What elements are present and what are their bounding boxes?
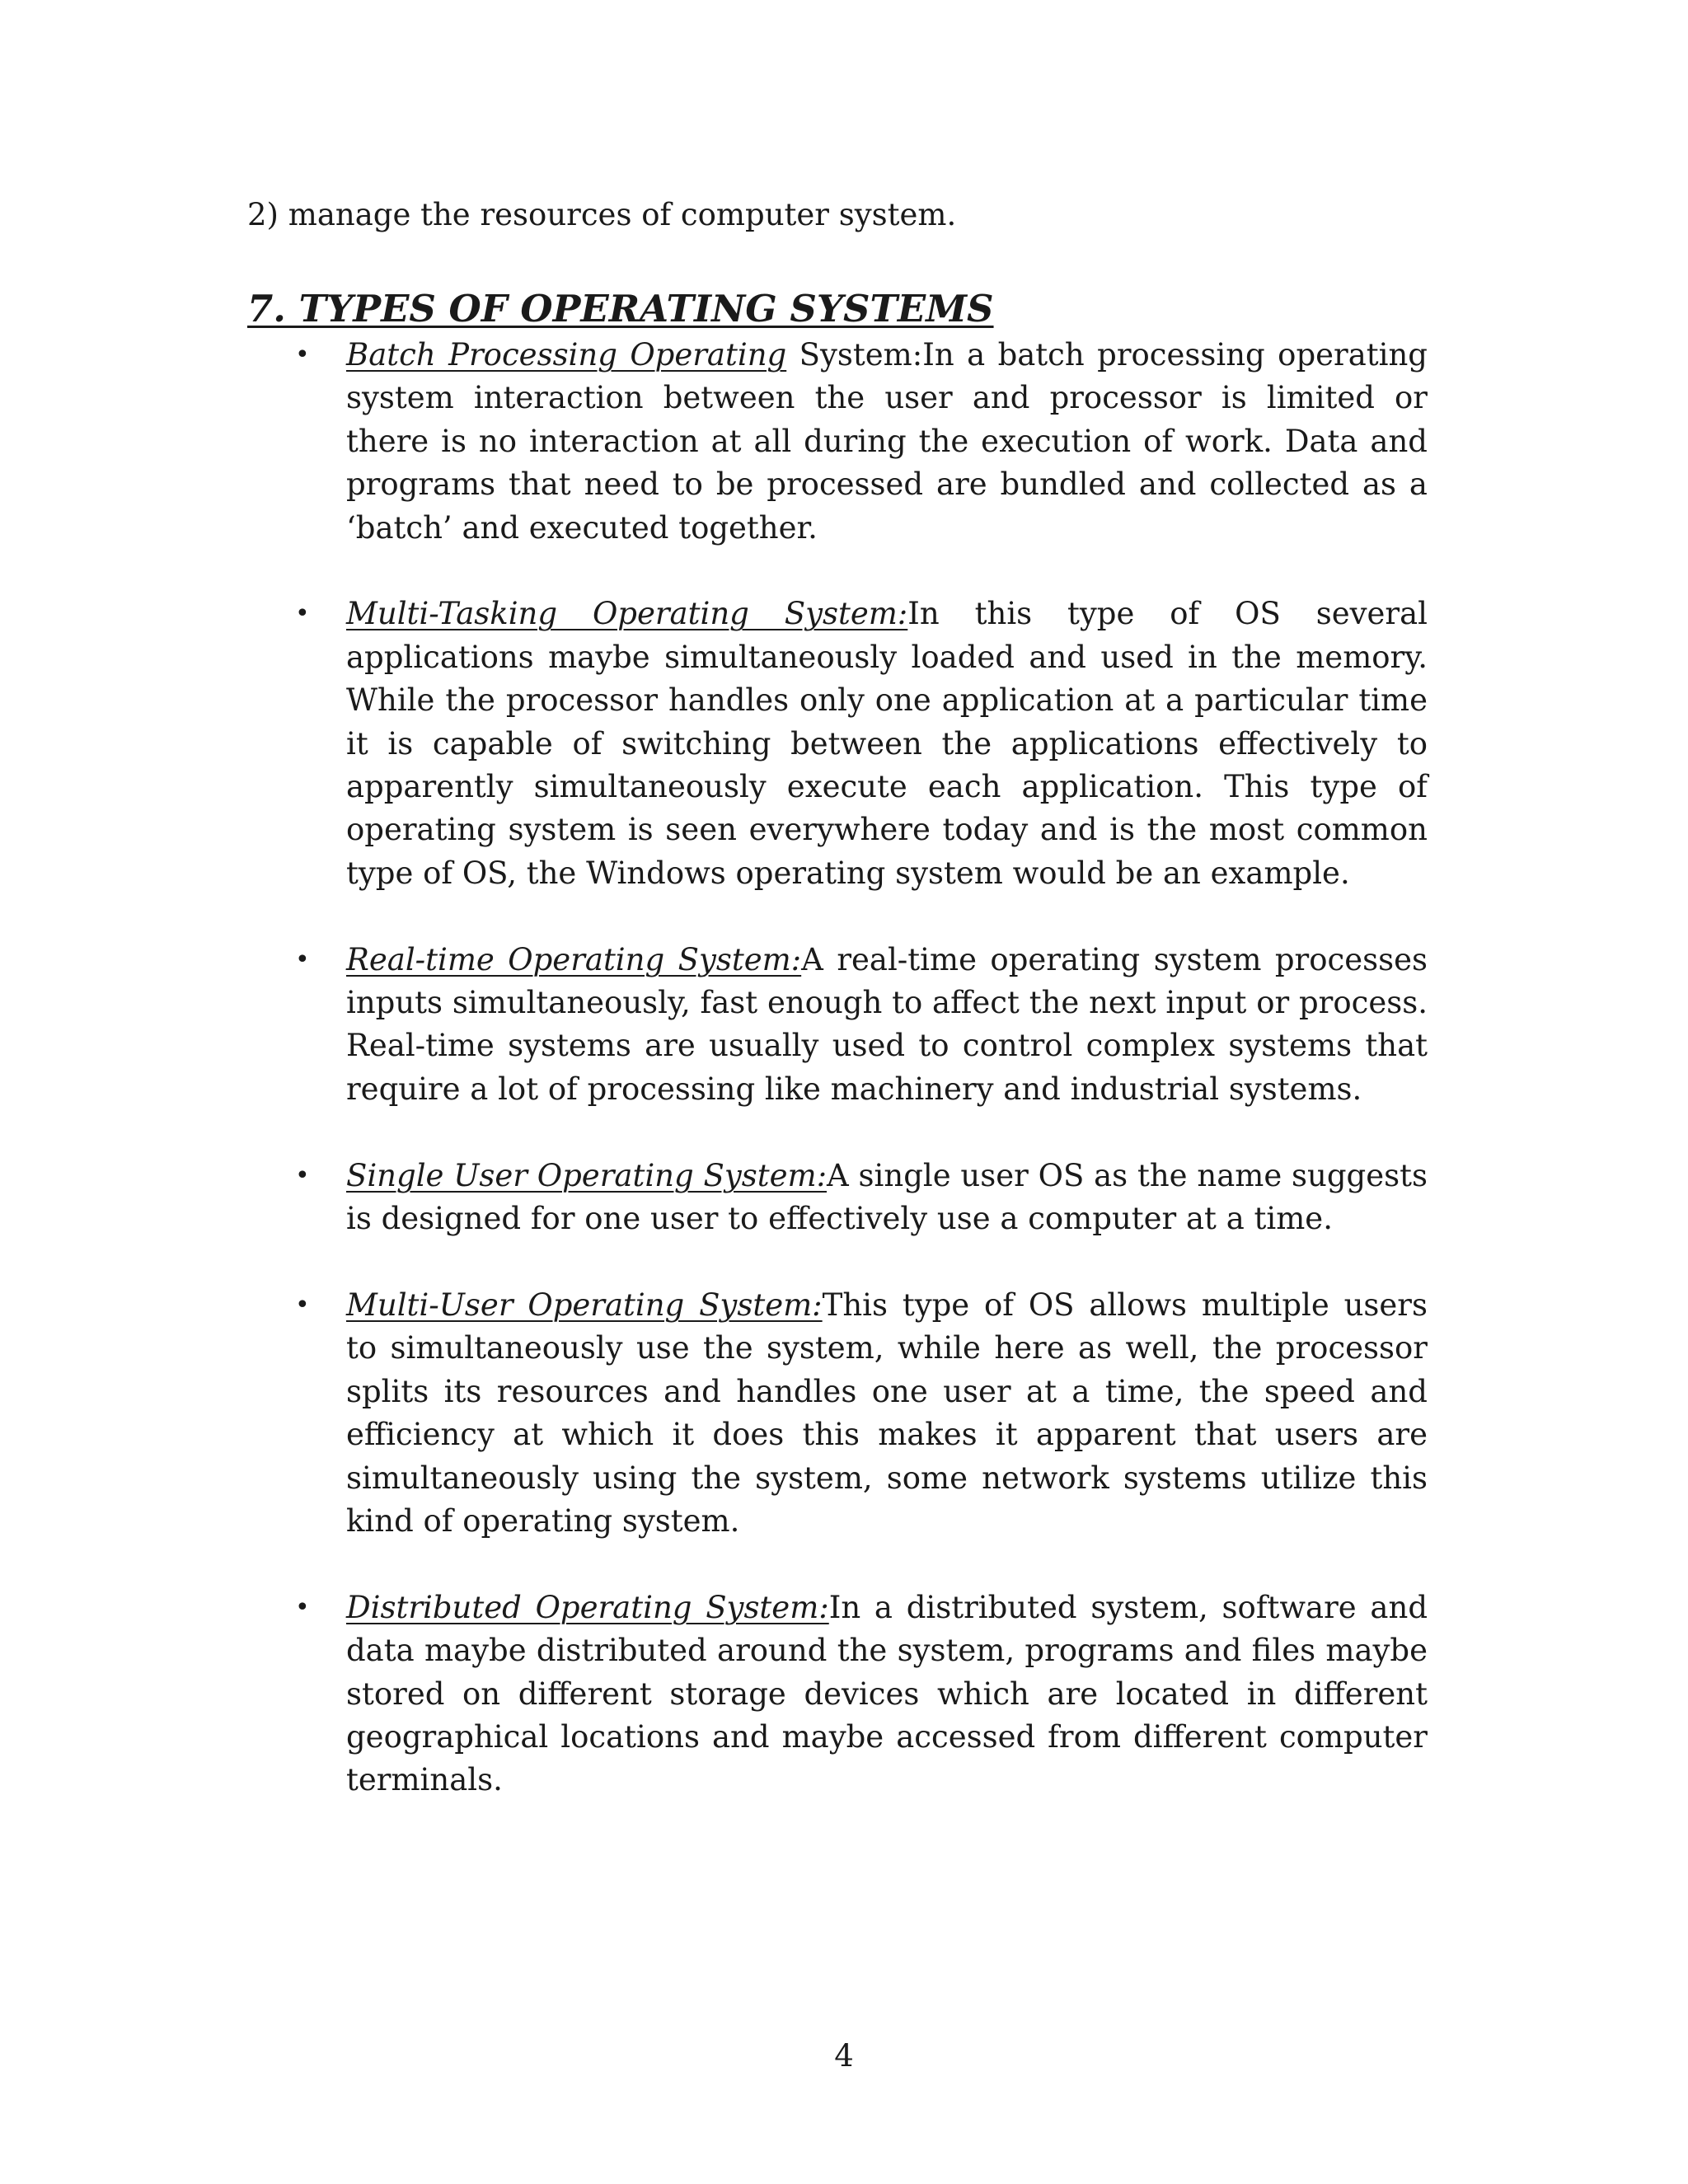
bullet-icon: • xyxy=(295,1290,310,1319)
os-types-list xyxy=(295,334,1428,1845)
term-label: Multi-Tasking Operating System: xyxy=(346,596,908,632)
list-item-real-time xyxy=(295,939,1428,1112)
bullet-icon: • xyxy=(295,1592,310,1622)
term-label: Batch Processing Operating xyxy=(346,337,787,373)
bullet-icon: • xyxy=(295,944,310,974)
term-description: This type of OS allows multiple users to simultaneously use the system, while here as well, the processor splits its resources and handles one user at a time, the speed and efficiency at which it does this makes it apparent that users are simultaneously using the system, some network systems utilize this kind of operating system. xyxy=(346,1286,1428,1539)
list-item-distributed xyxy=(295,1586,1428,1802)
term-label: Single User Operating System: xyxy=(346,1157,828,1193)
intro-line: 2) manage the resources of computer system. xyxy=(247,197,957,232)
bullet-icon: • xyxy=(295,340,310,369)
term-description: System:In a batch processing operating system interaction between the user and processor is limited or there is no interaction at all during the execution of work. Data and programs that need to be processed are bundled and collected as a ‘batch’ and executed together. xyxy=(346,337,1428,546)
bullet-icon: • xyxy=(295,1160,310,1190)
list-item-batch-processing xyxy=(295,334,1428,550)
page-number: 4 xyxy=(834,2038,854,2074)
term-description: In a distributed system, software and data maybe distributed around the system, programs and files maybe stored on different storage devices which are located in different geographical locations and maybe accessed from different computer terminals. xyxy=(346,1589,1428,1798)
term-label: Distributed Operating System: xyxy=(346,1589,829,1625)
list-item-multi-user xyxy=(295,1284,1428,1543)
list-item-single-user xyxy=(295,1155,1428,1241)
bullet-icon: • xyxy=(295,599,310,629)
term-description: A single user OS as the name suggests is designed for one user to effectively use a computer at a time. xyxy=(346,1157,1428,1237)
term-label: Multi-User Operating System: xyxy=(346,1286,823,1323)
term-description: A real-time operating system processes inputs simultaneously, fast enough to affect the next input or process. Real-time systems are usually used to control complex systems that require a lot of processing like machinery and industrial systems. xyxy=(346,941,1428,1107)
list-item-multi-tasking xyxy=(295,593,1428,895)
section-heading: 7. TYPES OF OPERATING SYSTEMS xyxy=(247,287,994,330)
term-description: In this type of OS several applications maybe simultaneously loaded and used in the memory. While the processor handles only one application at a particular time it is capable of switching between the applications effectively to apparently simultaneously execute each application. This type of operating system is seen everywhere today and is the most common type of OS, the Windows operating system would be an example. xyxy=(346,596,1428,891)
term-label: Real-time Operating System: xyxy=(346,941,802,977)
